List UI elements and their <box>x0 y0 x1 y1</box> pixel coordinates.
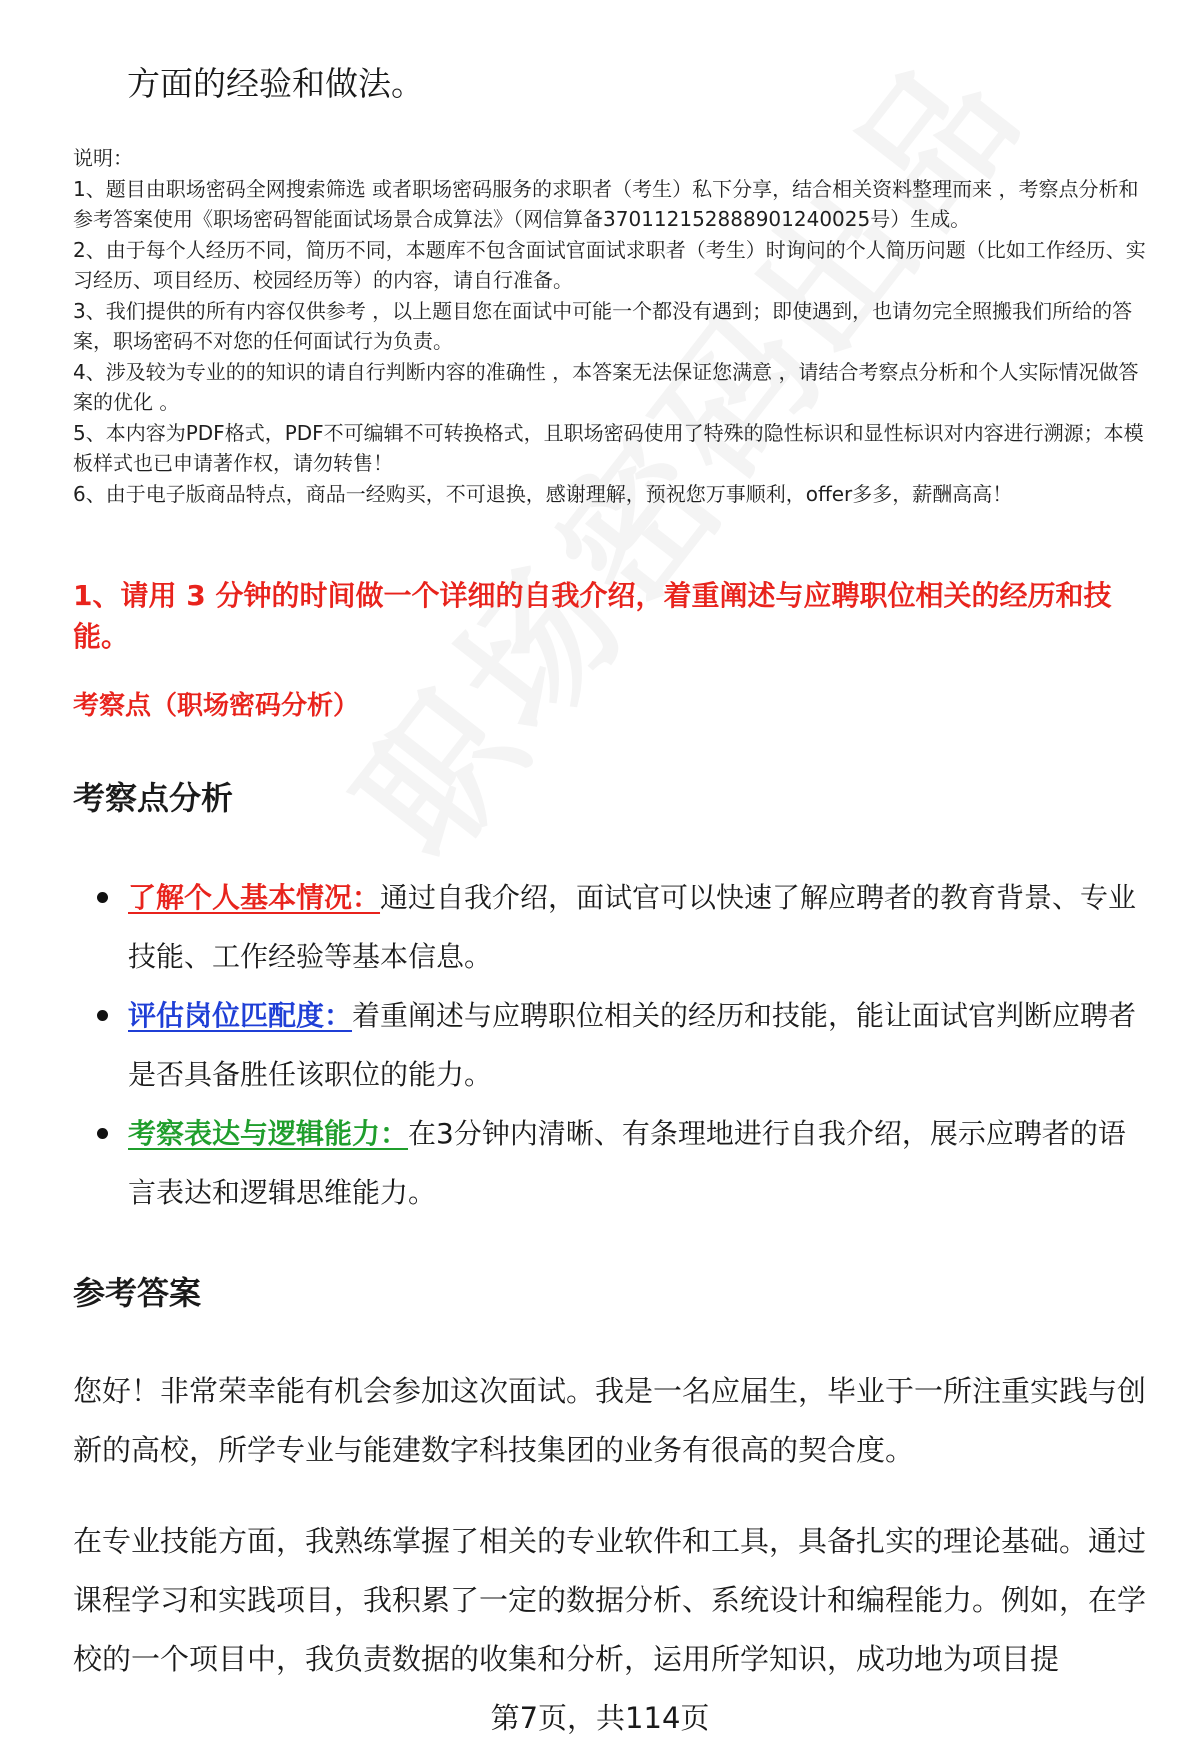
page-footer: 第7页，共114页 <box>0 1698 1200 1750</box>
question-title: 1、请用 3 分钟的时间做一个详细的自我介绍，着重阐述与应聘职位相关的经历和技能。 <box>73 579 1112 653</box>
answer-heading: 参考答案 <box>73 1274 202 1312</box>
answer-paragraph: 在专业技能方面，我熟练掌握了相关的专业软件和工具，具备扎实的理论基础。通过课程学习和实践项目，我积累了一定的数据分析、系统设计和编程能力。例如，在学校的一个项目中，我负责数据的收集和分析，运用所学知识，成功地为项目提 <box>73 1524 1147 1676</box>
bullet-icon <box>97 1128 108 1139</box>
analysis-heading: 考察点分析 <box>73 779 234 817</box>
point-text: 在3分钟内清晰、有条理地进行自我介绍，展示应聘者的语言表达和逻辑思维能力。 <box>128 1117 1126 1209</box>
continuation-text: 方面的经验和做法。 <box>127 64 424 103</box>
note-item: 5、本内容为PDF格式，PDF不可编辑不可转换格式，且职场密码使用了特殊的隐性标识和显性标识对内容进行溯源；本模板样式也已申请著作权，请勿转售！ <box>73 420 1144 475</box>
question-subtitle: 考察点（职场密码分析） <box>73 691 360 721</box>
note-item: 2、由于每个人经历不同，简历不同，本题库不包含面试官面试求职者（考生）时询问的个人简历问题（比如工作经历、实习经历、项目经历、校园经历等）的内容，请自行准备。 <box>73 237 1146 292</box>
bullet-icon <box>97 1010 108 1021</box>
analysis-point <box>97 868 1152 986</box>
note-item: 4、涉及较为专业的的知识的请自行判断内容的准确性 ，本答案无法保证您满意 ，请结合考察点分析和个人实际情况做答案的优化 。 <box>73 359 1139 414</box>
analysis-point <box>97 986 1152 1104</box>
analysis-list <box>97 868 1152 1222</box>
point-key: 评估岗位匹配度： <box>128 999 353 1032</box>
point-key: 了解个人基本情况： <box>128 881 381 914</box>
analysis-point <box>97 1104 1152 1222</box>
note-item: 1、题目由职场密码全网搜索筛选 或者职场密码服务的求职者（考生）私下分享，结合相关资料整理而来 ，考察点分析和参考答案使用《职场密码智能面试场景合成算法》（网信算备370112152888901240025号）生成。 <box>73 176 1139 231</box>
point-text: 通过自我介绍，面试官可以快速了解应聘者的教育背景、专业技能、工作经验等基本信息。 <box>128 881 1137 973</box>
notes-block <box>73 143 1158 509</box>
point-text: 着重阐述与应聘职位相关的经历和技能，能让面试官判断应聘者是否具备胜任该职位的能力。 <box>128 999 1137 1091</box>
note-item: 3、我们提供的所有内容仅供参考 ，以上题目您在面试中可能一个都没有遇到；即使遇到，也请勿完全照搬我们所给的答案，职场密码不对您的任何面试行为负责。 <box>73 298 1133 353</box>
bullet-icon <box>97 892 108 903</box>
note-item: 6、由于电子版商品特点，商品一经购买，不可退换，感谢理解，预祝您万事顺利，offer多多，薪酬高高！ <box>73 481 1013 506</box>
notes-heading: 说明： <box>73 146 133 170</box>
answer-paragraph: 您好！非常荣幸能有机会参加这次面试。我是一名应届生，毕业于一所注重实践与创新的高校，所学专业与能建数字科技集团的业务有很高的契合度。 <box>73 1374 1147 1467</box>
point-key: 考察表达与逻辑能力： <box>128 1117 409 1150</box>
